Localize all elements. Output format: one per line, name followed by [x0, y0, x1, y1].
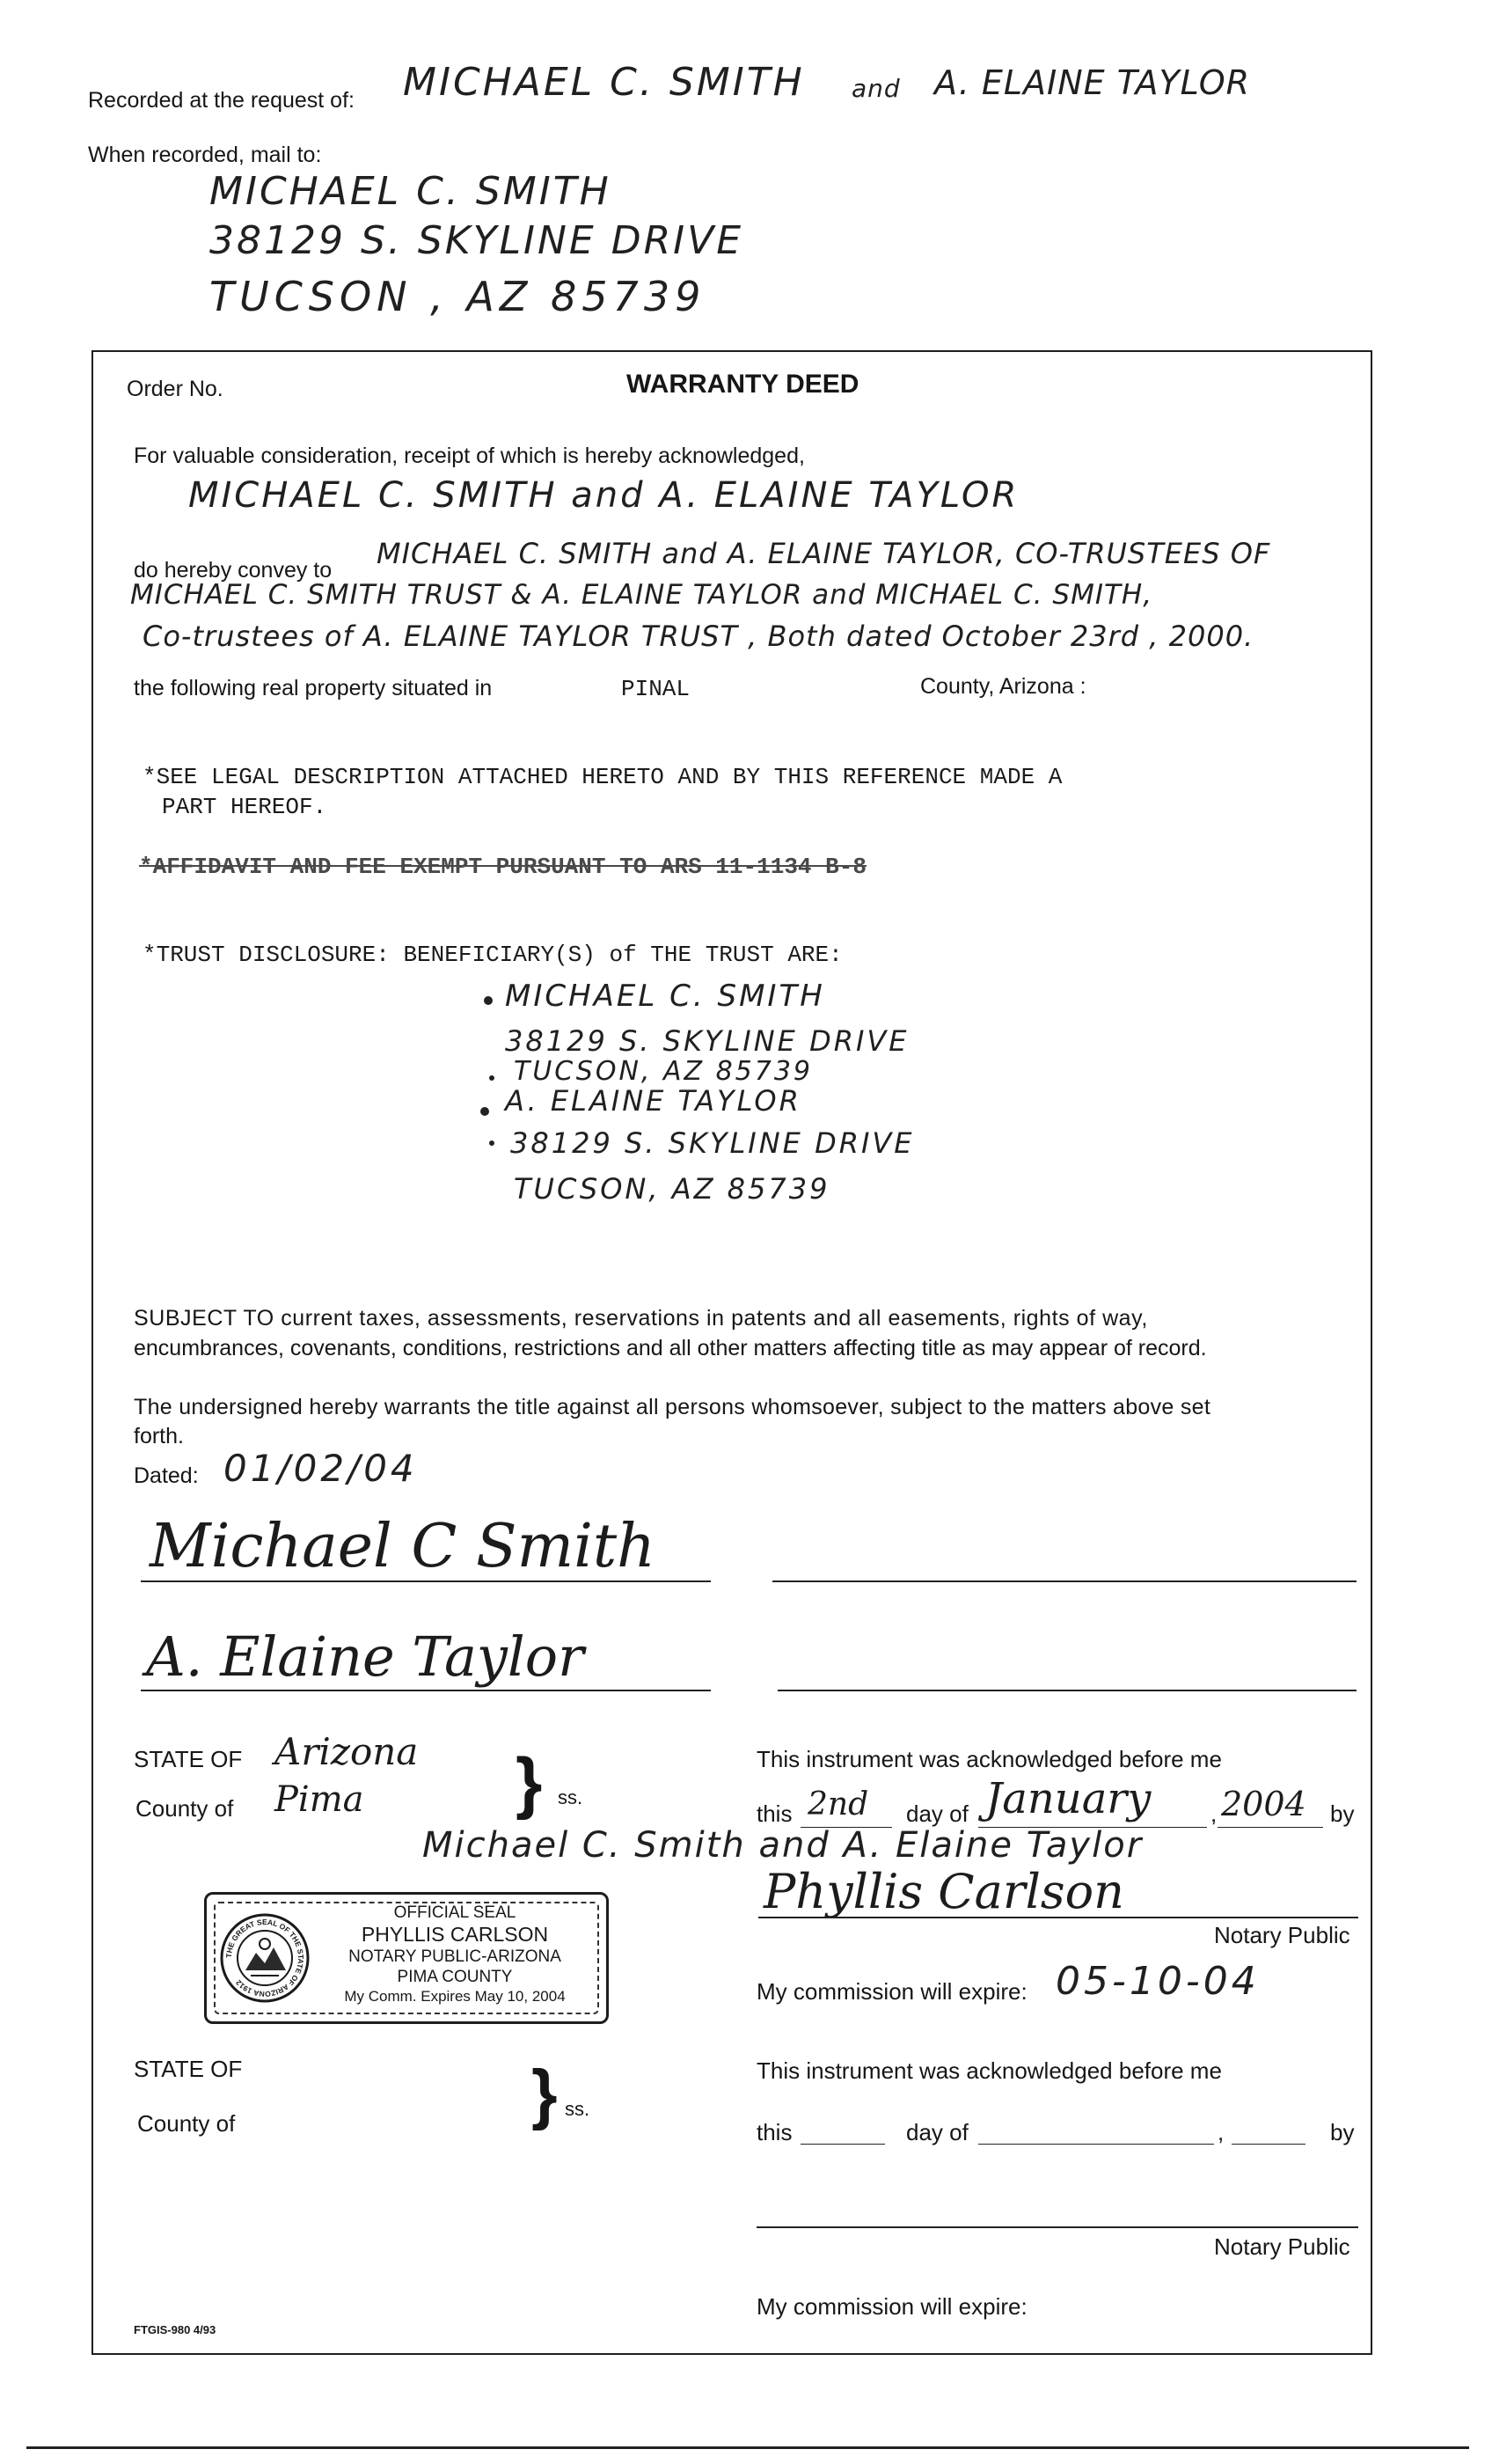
- notary1-this: this: [757, 1800, 793, 1827]
- mail-line-2: 38129 S. SKYLINE DRIVE: [209, 218, 744, 263]
- dated-value: 01/02/04: [223, 1447, 418, 1490]
- notary1-day-of: day of: [906, 1800, 969, 1827]
- signature-line-3: [141, 1690, 711, 1691]
- legal-description-line-1: *SEE LEGAL DESCRIPTION ATTACHED HERETO AND BY THIS REFERENCE MADE A: [143, 764, 1063, 790]
- notary2-day-of: day of: [906, 2119, 969, 2145]
- notary1-state-value: Arizona: [274, 1730, 419, 1773]
- beneficiary-2-name: A. ELAINE TAYLOR: [505, 1084, 801, 1118]
- beneficiary-2-street: 38129 S. SKYLINE DRIVE: [510, 1126, 915, 1160]
- grantees-line-1: MICHAEL C. SMITH and A. ELAINE TAYLOR, CO-TRUSTEES OF: [377, 537, 1271, 570]
- notary1-county-label: County of: [135, 1795, 234, 1822]
- signature-line-2-blank: [772, 1580, 1357, 1582]
- notary2-notary-line: [757, 2226, 1358, 2228]
- notary2-brace: }: [531, 2057, 558, 2131]
- notary1-day-value: 2nd: [808, 1786, 869, 1822]
- deed-title: WARRANTY DEED: [626, 370, 859, 399]
- notary1-year-value: 2004: [1221, 1785, 1306, 1823]
- grantors-names: MICHAEL C. SMITH and A. ELAINE TAYLOR: [188, 475, 1020, 516]
- notary2-this: this: [757, 2119, 793, 2145]
- recorded-at-request-label: Recorded at the request of:: [88, 88, 355, 113]
- notary-official-seal: [204, 1892, 609, 2024]
- mail-line-1: MICHAEL C. SMITH: [209, 169, 611, 214]
- notary1-county-value: Pima: [274, 1779, 364, 1820]
- beneficiary-dot-2: [489, 1140, 494, 1146]
- seal-ring-text: THE GREAT SEAL OF THE STATE OF ARIZONA 1912: [223, 1917, 306, 1999]
- signature-michael-smith: Michael C Smith: [150, 1512, 655, 1581]
- beneficiary-1-city: TUCSON, AZ 85739: [514, 1056, 814, 1087]
- property-county-value: PINAL: [621, 676, 691, 702]
- warranty-line-1: The undersigned hereby warrants the title against all persons whomsoever, subject to the matters above set: [134, 1395, 1211, 1419]
- convey-label: do hereby convey to: [134, 558, 333, 583]
- recorded-and: and: [852, 74, 901, 103]
- signature-elaine-taylor: A. Elaine Taylor: [146, 1624, 584, 1689]
- notary2-county-label: County of: [137, 2110, 236, 2137]
- notary1-notary-signature: Phyllis Carlson: [764, 1864, 1124, 1919]
- signature-line-1: [141, 1580, 711, 1582]
- notary2-day-line: [801, 2144, 885, 2145]
- notary1-month-value: January: [985, 1774, 1152, 1823]
- notary2-comma: ,: [1218, 2119, 1225, 2145]
- county-arizona-label: County, Arizona :: [920, 674, 1086, 699]
- notary2-state-label: STATE OF: [134, 2056, 243, 2082]
- notary1-brace: }: [516, 1743, 543, 1821]
- recorded-name-2: A. ELAINE TAYLOR: [934, 63, 1251, 102]
- dated-label: Dated:: [134, 1463, 199, 1488]
- bottom-scan-line: [26, 2446, 1469, 2449]
- notary1-year-comma: ,: [1210, 1800, 1218, 1827]
- subject-to-line-2: encumbrances, covenants, conditions, restrictions and all other matters affecting title as may appear of record.: [134, 1336, 1207, 1360]
- grantees-line-2: MICHAEL C. SMITH TRUST & A. ELAINE TAYLOR and MICHAEL C. SMITH,: [130, 579, 1153, 611]
- form-code: FTGIS-980 4/93: [134, 2323, 216, 2336]
- mail-line-3: TUCSON , AZ 85739: [209, 273, 706, 320]
- trust-disclosure-heading: *TRUST DISCLOSURE: BENEFICIARY(S) of THE TRUST ARE:: [143, 942, 843, 968]
- svg-text:THE GREAT SEAL OF THE STATE OF: [224, 1918, 305, 1998]
- beneficiary-2-city: TUCSON, AZ 85739: [514, 1172, 830, 1206]
- notary1-commission-label: My commission will expire:: [757, 1978, 1028, 2005]
- notary1-notary-public: Notary Public: [1214, 1922, 1350, 1948]
- seal-line-5: My Comm. Expires May 10, 2004: [344, 1988, 566, 2005]
- grantees-line-3: Co-trustees of A. ELAINE TAYLOR TRUST , Both dated October 23rd , 2000.: [143, 620, 1254, 653]
- beneficiary-dot-1: [489, 1075, 494, 1081]
- legal-description-line-2: PART HEREOF.: [162, 794, 327, 820]
- notary1-ss: ss.: [558, 1786, 583, 1808]
- notary1-commission-value: 05-10-04: [1056, 1959, 1260, 2004]
- property-situated-label: the following real property situated in: [134, 676, 493, 700]
- beneficiary-bullet-1: [484, 996, 493, 1005]
- arizona-state-seal-icon: [219, 1912, 311, 2004]
- notary2-month-line: [978, 2144, 1214, 2145]
- consideration-text: For valuable consideration, receipt of which is hereby acknowledged,: [134, 444, 805, 468]
- notary2-ack-text: This instrument was acknowledged before me: [757, 2057, 1222, 2084]
- beneficiary-1-name: MICHAEL C. SMITH: [505, 979, 825, 1014]
- notary1-by: by: [1330, 1800, 1355, 1827]
- notary1-ack-text: This instrument was acknowledged before me: [757, 1746, 1222, 1772]
- warranty-line-2: forth.: [134, 1424, 184, 1448]
- notary2-commission-label: My commission will expire:: [757, 2293, 1028, 2320]
- recorded-name-1: MICHAEL C. SMITH: [403, 60, 805, 105]
- seal-line-2: PHYLLIS CARLSON: [361, 1923, 549, 1946]
- affidavit-exempt-line: *AFFIDAVIT AND FEE EXEMPT PURSUANT TO ARS 11-1134 B-8: [139, 854, 867, 880]
- signature-line-4-blank: [778, 1690, 1357, 1691]
- notary2-year-line: [1232, 2144, 1306, 2145]
- subject-to-line-1: SUBJECT TO current taxes, assessments, reservations in patents and all easements, rights of way,: [134, 1306, 1148, 1331]
- notary1-state-label: STATE OF: [134, 1746, 243, 1772]
- mail-to-label: When recorded, mail to:: [88, 143, 322, 167]
- beneficiary-bullet-2: [480, 1107, 489, 1116]
- order-no-label: Order No.: [127, 377, 223, 401]
- notary2-by: by: [1330, 2119, 1355, 2145]
- notary1-persons: Michael C. Smith and A. Elaine Taylor: [422, 1825, 1144, 1866]
- seal-line-3: NOTARY PUBLIC-ARIZONA: [348, 1947, 561, 1966]
- notary1-year-line: [1218, 1827, 1323, 1828]
- seal-line-1: OFFICIAL SEAL: [393, 1903, 516, 1922]
- notary1-notary-line: [758, 1917, 1358, 1918]
- beneficiary-1-street: 38129 S. SKYLINE DRIVE: [505, 1024, 910, 1058]
- notary2-ss: ss.: [565, 2098, 590, 2120]
- notary2-notary-public: Notary Public: [1214, 2233, 1350, 2260]
- seal-line-4: PIMA COUNTY: [397, 1968, 513, 1986]
